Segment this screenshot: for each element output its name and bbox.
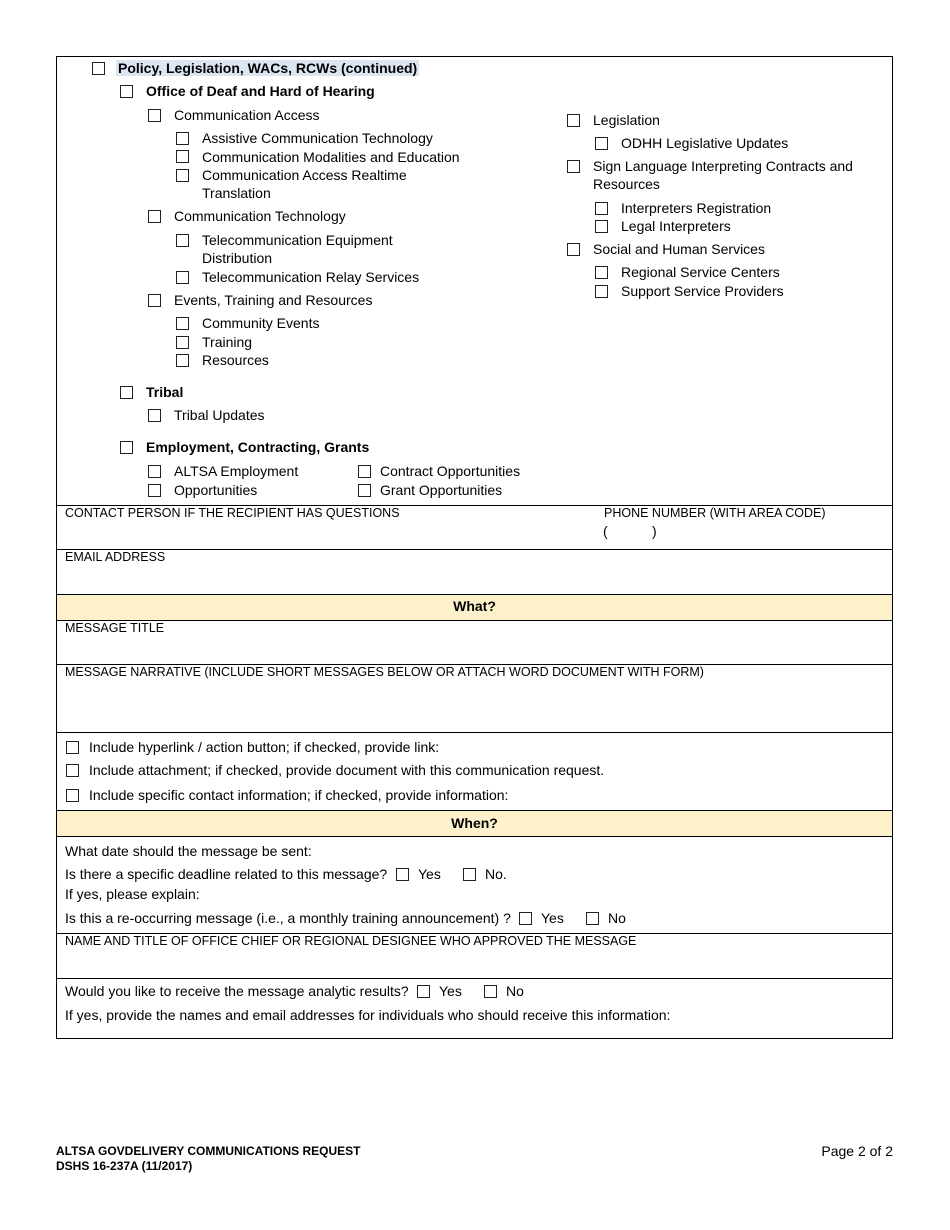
sign-language-label-cont: Resources	[593, 176, 660, 192]
analytics-yes-label: Yes	[439, 983, 462, 999]
divider	[56, 549, 893, 550]
assistive-tech-checkbox[interactable]	[176, 132, 189, 145]
comm-modalities-label: Communication Modalities and Education	[202, 149, 460, 165]
contract-opportunities-label: Contract Opportunities	[380, 463, 521, 479]
comm-access-label: Communication Access	[174, 107, 320, 123]
analytics-question: Would you like to receive the message analytic results?	[65, 983, 409, 999]
deadline-yes-checkbox[interactable]	[396, 868, 409, 881]
events-checkbox[interactable]	[148, 294, 161, 307]
deadline-no-checkbox[interactable]	[463, 868, 476, 881]
opportunities-label: Opportunities	[174, 482, 258, 498]
resources-label: Resources	[202, 352, 269, 368]
policy-checkbox[interactable]	[92, 62, 105, 75]
phone-label: PHONE NUMBER (WITH AREA CODE)	[604, 506, 826, 520]
footer-form-title: ALTSA GOVDELIVERY COMMUNICATIONS REQUEST	[56, 1144, 361, 1158]
recurring-question: Is this a re-occurring message (i.e., a monthly training announcement) ?	[65, 910, 511, 926]
community-events-label: Community Events	[202, 315, 320, 331]
altsa-employment-label: ALTSA Employment	[174, 463, 299, 479]
contact-info-label: Include specific contact information; if checked, provide information:	[89, 787, 509, 803]
analytics-no-label: No	[506, 983, 524, 999]
odhh-checkbox[interactable]	[120, 85, 133, 98]
odhh-heading: Office of Deaf and Hard of Hearing	[146, 83, 375, 99]
odhh-legislative-checkbox[interactable]	[595, 137, 608, 150]
cart-checkbox[interactable]	[176, 169, 189, 182]
social-services-label: Social and Human Services	[593, 241, 765, 257]
analytics-yes-checkbox[interactable]	[417, 985, 430, 998]
grant-opportunities-checkbox[interactable]	[358, 484, 371, 497]
legislation-label: Legislation	[593, 112, 660, 128]
tribal-updates-checkbox[interactable]	[148, 409, 161, 422]
community-events-checkbox[interactable]	[176, 317, 189, 330]
policy-heading: Policy, Legislation, WACs, RCWs (continued)	[118, 60, 418, 76]
cart-label: Communication Access Realtime	[202, 167, 407, 183]
legal-interpreters-checkbox[interactable]	[595, 220, 608, 233]
footer-form-number: DSHS 16-237A (11/2017)	[56, 1159, 193, 1173]
telecom-equip-label: Telecommunication Equipment	[202, 232, 393, 248]
legislation-checkbox[interactable]	[567, 114, 580, 127]
regional-centers-checkbox[interactable]	[595, 266, 608, 279]
email-label: EMAIL ADDRESS	[65, 550, 166, 564]
contact-info-checkbox[interactable]	[66, 789, 79, 802]
attachment-checkbox[interactable]	[66, 764, 79, 777]
interpreters-registration-label: Interpreters Registration	[621, 200, 772, 216]
assistive-tech-label: Assistive Communication Technology	[202, 130, 433, 146]
tribal-updates-label: Tribal Updates	[174, 407, 265, 423]
divider	[56, 732, 893, 733]
altsa-employment-checkbox[interactable]	[148, 465, 161, 478]
training-label: Training	[202, 334, 253, 350]
relay-services-checkbox[interactable]	[176, 271, 189, 284]
analytics-followup: If yes, provide the names and email addresses for individuals who should receive this information:	[65, 1007, 671, 1023]
support-providers-label: Support Service Providers	[621, 283, 784, 299]
phone-open-paren: (	[603, 523, 608, 539]
tribal-heading: Tribal	[146, 384, 184, 400]
date-question: What date should the message be sent:	[65, 843, 312, 859]
legal-interpreters-label: Legal Interpreters	[621, 218, 731, 234]
divider	[56, 836, 893, 837]
recurring-no-label: No	[608, 910, 626, 926]
relay-services-label: Telecommunication Relay Services	[202, 269, 420, 285]
deadline-no-label: No.	[485, 866, 507, 882]
interpreters-registration-checkbox[interactable]	[595, 202, 608, 215]
message-title-label: MESSAGE TITLE	[65, 621, 165, 635]
comm-tech-label: Communication Technology	[174, 208, 346, 224]
approver-label: NAME AND TITLE OF OFFICE CHIEF OR REGIONAL DESIGNEE WHO APPROVED THE MESSAGE	[65, 934, 637, 948]
comm-tech-checkbox[interactable]	[148, 210, 161, 223]
hyperlink-checkbox[interactable]	[66, 741, 79, 754]
recurring-yes-label: Yes	[541, 910, 564, 926]
employment-checkbox[interactable]	[120, 441, 133, 454]
training-checkbox[interactable]	[176, 336, 189, 349]
regional-centers-label: Regional Service Centers	[621, 264, 780, 280]
comm-access-checkbox[interactable]	[148, 109, 161, 122]
cart-label-cont: Translation	[202, 185, 271, 201]
events-label: Events, Training and Resources	[174, 292, 373, 308]
deadline-yes-label: Yes	[418, 866, 441, 882]
social-services-checkbox[interactable]	[567, 243, 580, 256]
deadline-question: Is there a specific deadline related to this message?	[65, 866, 388, 882]
when-heading: When?	[451, 815, 498, 831]
attachment-label: Include attachment; if checked, provide document with this communication request.	[89, 762, 605, 778]
support-providers-checkbox[interactable]	[595, 285, 608, 298]
contract-opportunities-checkbox[interactable]	[358, 465, 371, 478]
sign-language-label: Sign Language Interpreting Contracts and	[593, 158, 853, 174]
resources-checkbox[interactable]	[176, 354, 189, 367]
comm-modalities-checkbox[interactable]	[176, 150, 189, 163]
divider	[56, 978, 893, 979]
sign-language-checkbox[interactable]	[567, 160, 580, 173]
explain-label: If yes, please explain:	[65, 886, 200, 902]
what-heading: What?	[453, 598, 496, 614]
telecom-equip-label-cont: Distribution	[202, 250, 273, 266]
analytics-no-checkbox[interactable]	[484, 985, 497, 998]
divider	[56, 620, 893, 621]
recurring-yes-checkbox[interactable]	[519, 912, 532, 925]
recurring-no-checkbox[interactable]	[586, 912, 599, 925]
grant-opportunities-label: Grant Opportunities	[380, 482, 503, 498]
opportunities-checkbox[interactable]	[148, 484, 161, 497]
tribal-checkbox[interactable]	[120, 386, 133, 399]
hyperlink-label: Include hyperlink / action button; if checked, provide link:	[89, 739, 440, 755]
message-narrative-label: MESSAGE NARRATIVE (INCLUDE SHORT MESSAGES BELOW OR ATTACH WORD DOCUMENT WITH FORM)	[65, 665, 704, 679]
employment-heading: Employment, Contracting, Grants	[146, 439, 370, 455]
footer-page-number: Page 2 of 2	[821, 1143, 893, 1159]
telecom-equip-checkbox[interactable]	[176, 234, 189, 247]
phone-close-paren: )	[652, 523, 657, 539]
odhh-legislative-label: ODHH Legislative Updates	[621, 135, 789, 151]
contact-person-label: CONTACT PERSON IF THE RECIPIENT HAS QUESTIONS	[65, 506, 400, 520]
